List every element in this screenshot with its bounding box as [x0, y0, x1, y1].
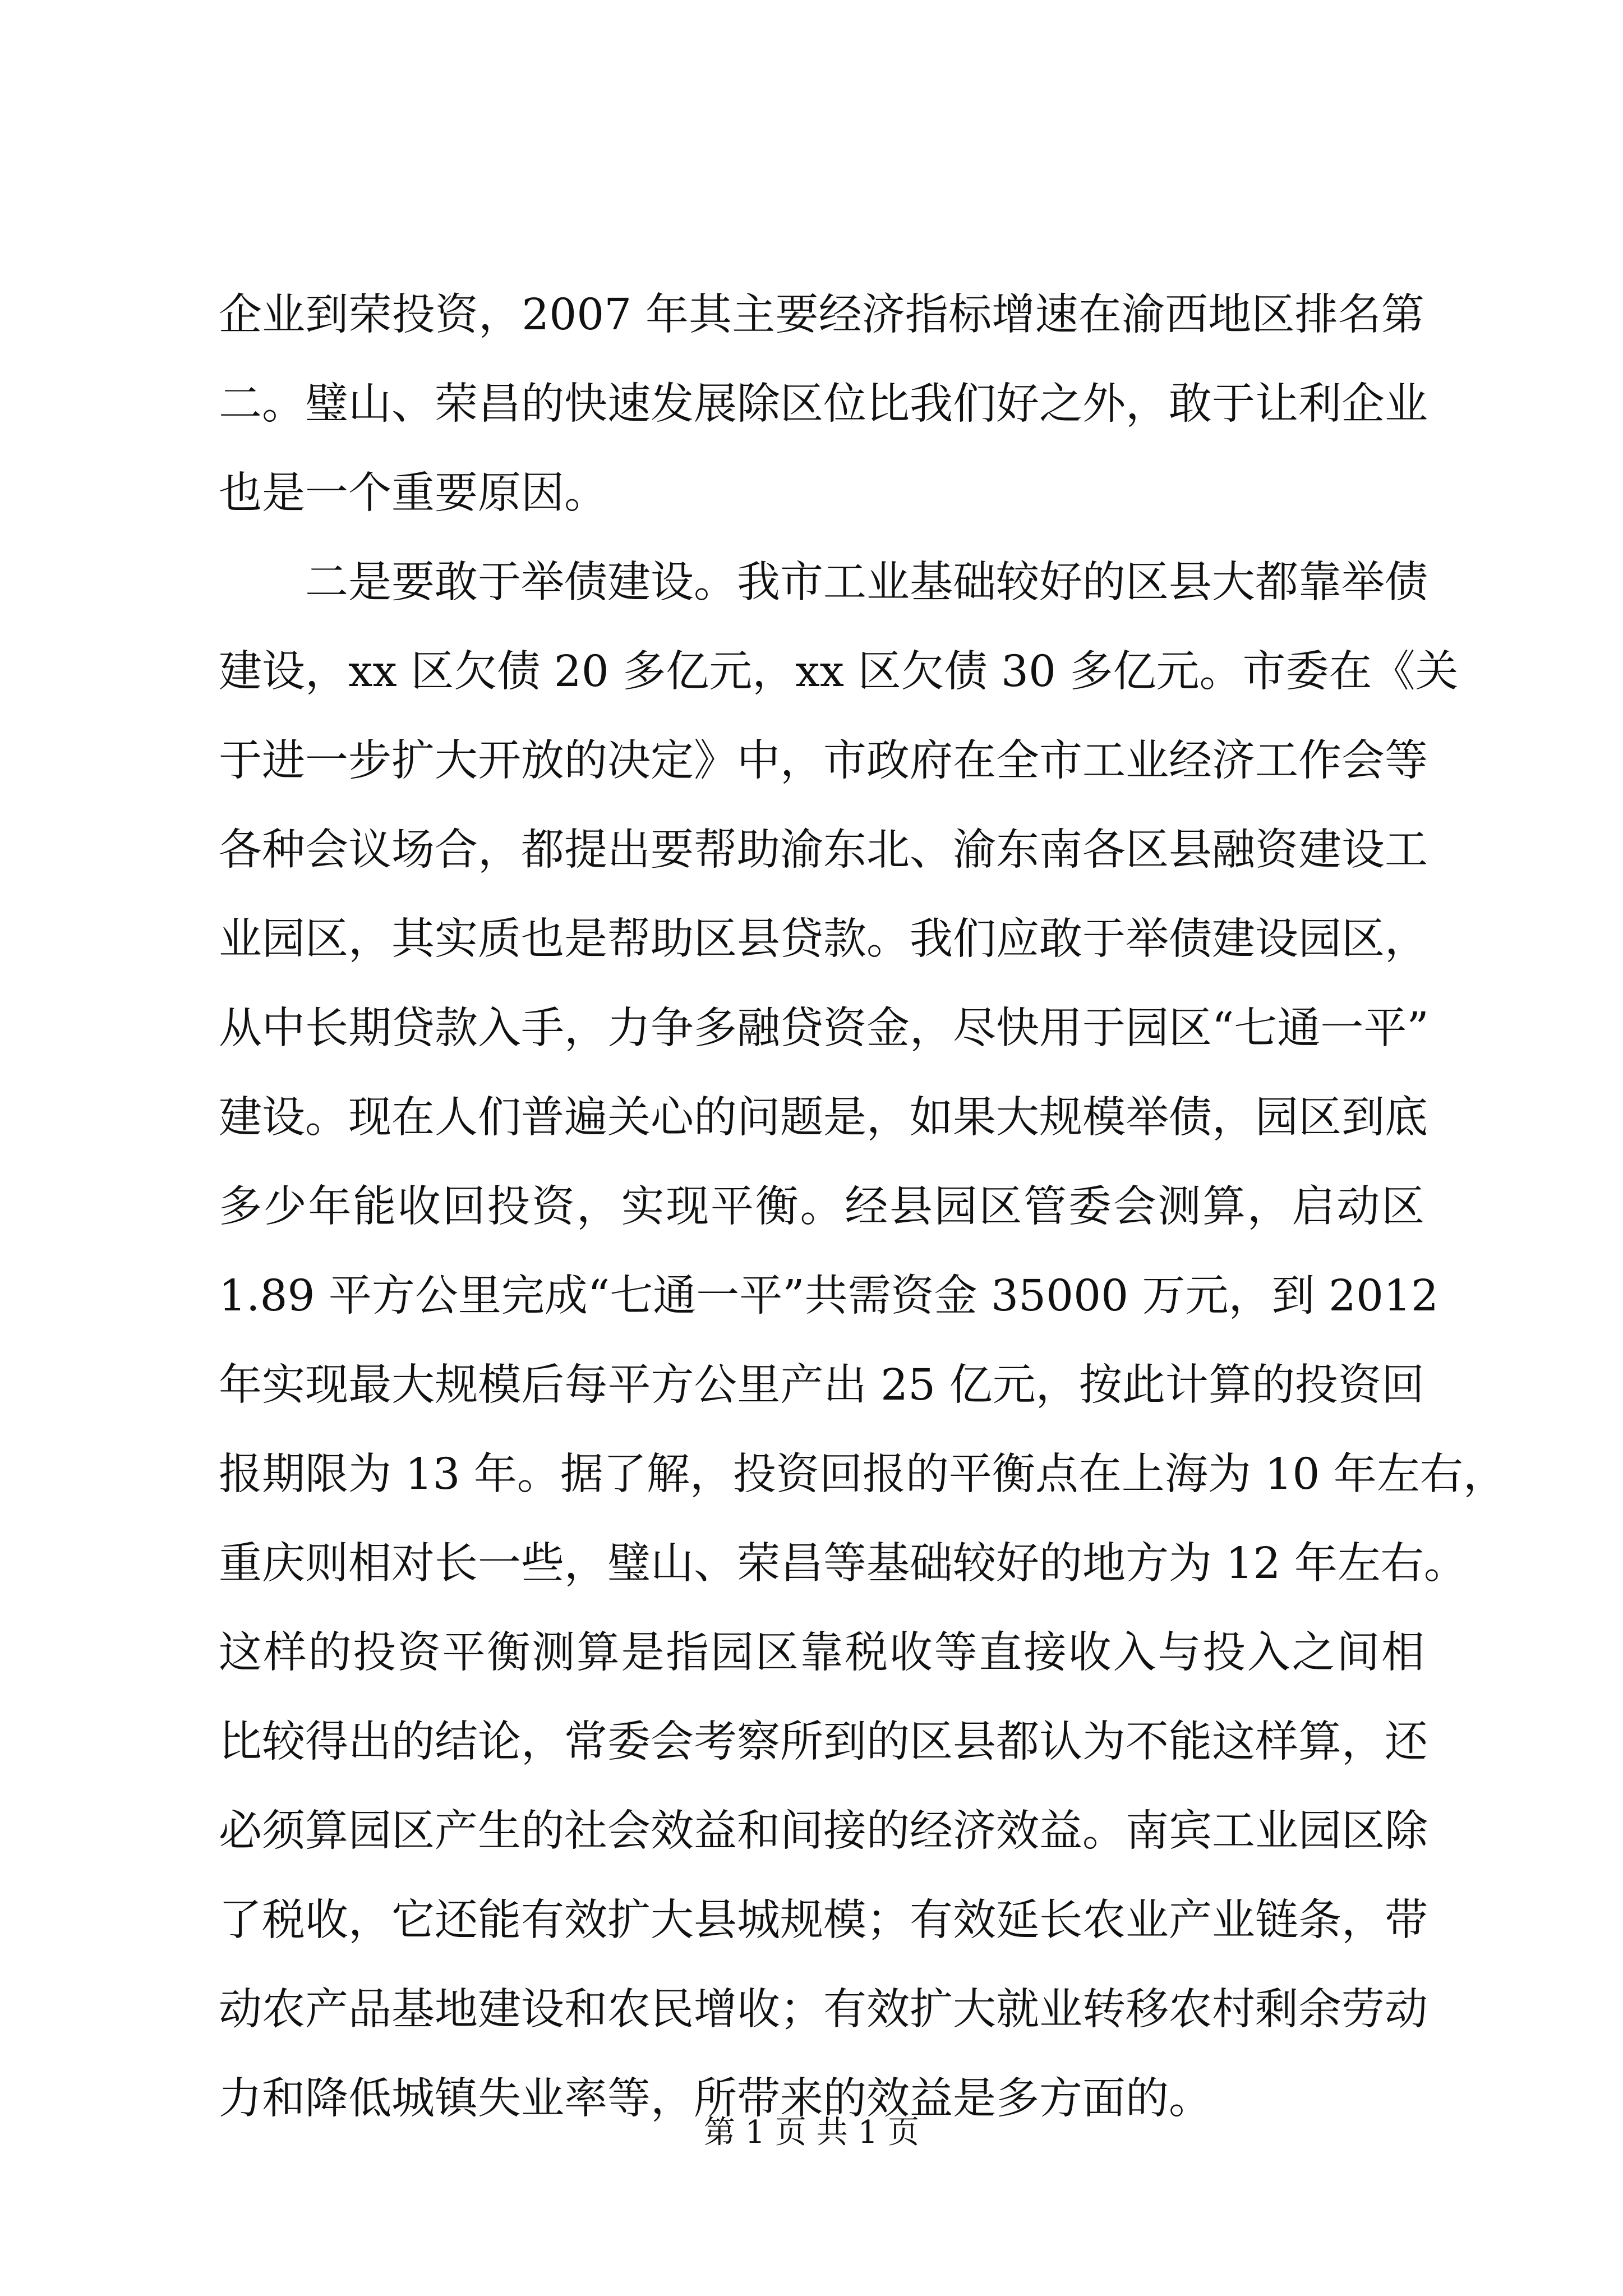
text-line: 企业到荣投资，2007 年其主要经济指标增速在渝西地区排名第	[219, 290, 1424, 340]
text-line: 年实现最大规模后每平方公里产出 25 亿元，按此计算的投资回	[219, 1360, 1424, 1410]
text-line: 建设，xx 区欠债 20 多亿元，xx 区欠债 30 多亿元。市委在《关	[219, 647, 1459, 697]
text-line: 力和降低城镇失业率等，所带来的效益是多方面的。	[219, 2074, 1212, 2124]
text-line: 动农产品基地建设和农民增收；有效扩大就业转移农村剩余劳动	[219, 1985, 1428, 2035]
text-line: 多少年能收回投资，实现平衡。经县园区管委会测算，启动区	[219, 1182, 1424, 1232]
text-line: 这样的投资平衡测算是指园区靠税收等直接收入与投入之间相	[219, 1628, 1424, 1678]
text-line: 重庆则相对长一些，璧山、荣昌等基础较好的地方为 12 年左右。	[219, 1539, 1467, 1589]
text-line: 建设。现在人们普遍关心的问题是，如果大规模举债，园区到底	[219, 1093, 1428, 1143]
text-line: 各种会议场合，都提出要帮助渝东北、渝东南各区县融资建设工	[219, 825, 1428, 875]
text-line: 二。璧山、荣昌的快速发展除区位比我们好之外，敢于让利企业	[219, 379, 1428, 429]
text-line: 比较得出的结论，常委会考察所到的区县都认为不能这样算，还	[219, 1717, 1428, 1767]
text-line: 1.89 平方公里完成“七通一平”共需资金 35000 万元，到 2012	[219, 1271, 1438, 1321]
page-footer: 第 1 页 共 1 页	[703, 2114, 920, 2151]
text-line: 于进一步扩大开放的决定》中，市政府在全市工业经济工作会等	[219, 736, 1428, 786]
text-line: 报期限为 13 年。据了解，投资回报的平衡点在上海为 10 年左右，	[219, 1450, 1506, 1499]
text-line: 也是一个重要原因。	[219, 468, 607, 518]
text-line: 业园区，其实质也是帮助区县贷款。我们应敢于举债建设园区，	[219, 914, 1428, 964]
paragraph-first-line: 二是要敢于举债建设。我市工业基础较好的区县大都靠举债	[305, 558, 1428, 608]
text-line: 从中长期贷款入手，力争多融贷资金，尽快用于园区“七通一平”	[219, 1004, 1429, 1053]
text-line: 必须算园区产生的社会效益和间接的经济效益。南宾工业园区除	[219, 1806, 1428, 1856]
text-line: 了税收，它还能有效扩大县城规模；有效延长农业产业链条，带	[219, 1895, 1428, 1945]
